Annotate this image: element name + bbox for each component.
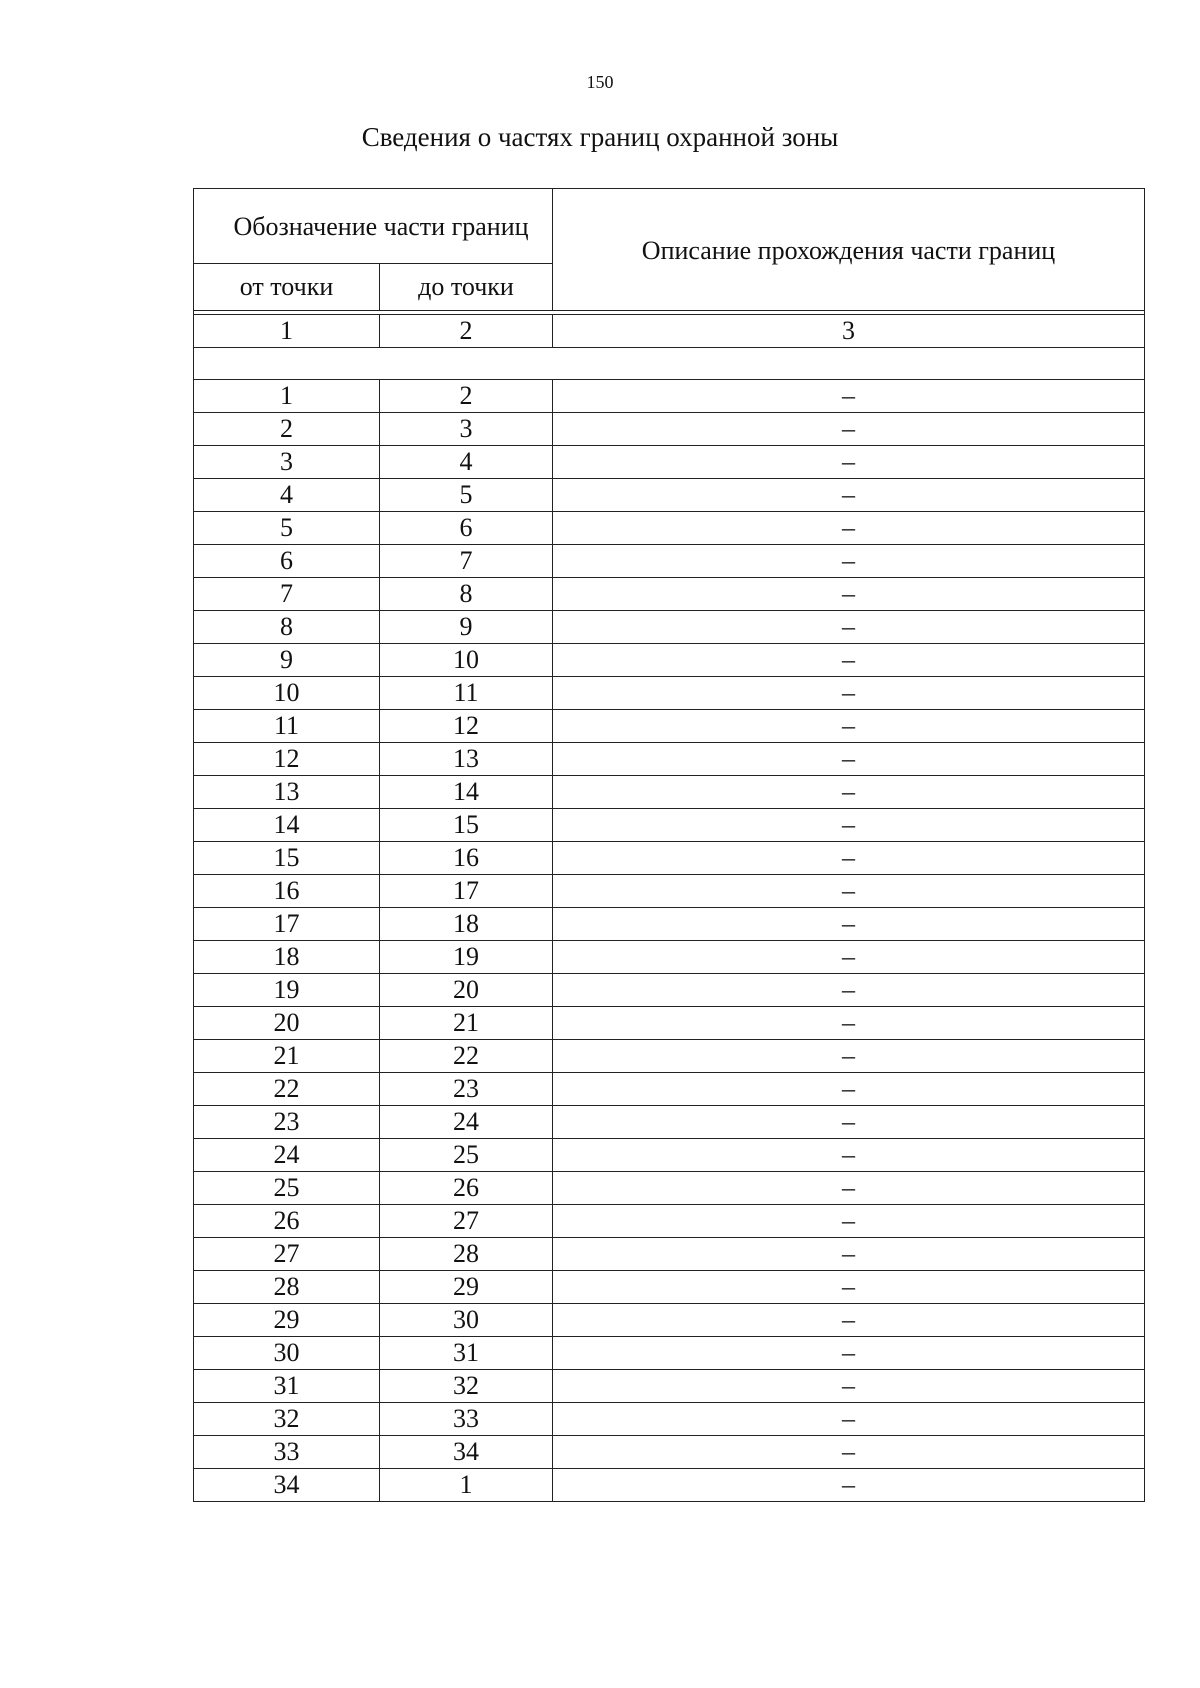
to-point-cell: 30	[380, 1304, 553, 1337]
to-point-cell: 24	[380, 1106, 553, 1139]
description-cell: –	[553, 710, 1145, 743]
header-boundary-designation: Обозначение части границ	[194, 189, 553, 264]
from-point-cell: 4	[194, 479, 380, 512]
to-point-cell: 27	[380, 1205, 553, 1238]
table-row	[194, 1106, 1145, 1139]
from-point-cell: 15	[194, 842, 380, 875]
table-row	[194, 1172, 1145, 1205]
from-point-cell: 8	[194, 611, 380, 644]
from-point-cell: 11	[194, 710, 380, 743]
to-point-cell: 9	[380, 611, 553, 644]
description-cell: –	[553, 1370, 1145, 1403]
description-cell: –	[553, 1205, 1145, 1238]
description-cell: –	[553, 512, 1145, 545]
to-point-cell: 11	[380, 677, 553, 710]
description-cell: –	[553, 1007, 1145, 1040]
column-number-row	[194, 315, 1145, 348]
description-cell: –	[553, 545, 1145, 578]
to-point-cell: 28	[380, 1238, 553, 1271]
table-row	[194, 545, 1145, 578]
from-point-cell: 31	[194, 1370, 380, 1403]
to-point-cell: 10	[380, 644, 553, 677]
from-point-cell: 26	[194, 1205, 380, 1238]
description-cell: –	[553, 479, 1145, 512]
to-point-cell: 7	[380, 545, 553, 578]
to-point-cell: 5	[380, 479, 553, 512]
table-row	[194, 743, 1145, 776]
page-number: 150	[586, 72, 614, 92]
from-point-cell: 17	[194, 908, 380, 941]
description-cell: –	[553, 908, 1145, 941]
table-row	[194, 1403, 1145, 1436]
from-point-cell: 5	[194, 512, 380, 545]
table-row	[194, 1469, 1145, 1502]
table-row	[194, 512, 1145, 545]
from-point-cell: 2	[194, 413, 380, 446]
table-row	[194, 1040, 1145, 1073]
description-cell: –	[553, 809, 1145, 842]
description-cell: –	[553, 380, 1145, 413]
boundary-parts-table	[193, 188, 1145, 1502]
to-point-cell: 22	[380, 1040, 553, 1073]
table-row	[194, 611, 1145, 644]
description-cell: –	[553, 941, 1145, 974]
to-point-cell: 8	[380, 578, 553, 611]
from-point-cell: 32	[194, 1403, 380, 1436]
description-cell: –	[553, 743, 1145, 776]
from-point-cell: 29	[194, 1304, 380, 1337]
table-row	[194, 842, 1145, 875]
from-point-cell: 3	[194, 446, 380, 479]
table-row	[194, 677, 1145, 710]
from-point-cell: 6	[194, 545, 380, 578]
to-point-cell: 33	[380, 1403, 553, 1436]
description-cell: –	[553, 1139, 1145, 1172]
section-row	[194, 348, 1145, 380]
from-point-cell: 34	[194, 1469, 380, 1502]
to-point-cell: 25	[380, 1139, 553, 1172]
description-cell: –	[553, 842, 1145, 875]
from-point-cell: 12	[194, 743, 380, 776]
from-point-cell: 20	[194, 1007, 380, 1040]
table-row	[194, 1139, 1145, 1172]
table-row	[194, 413, 1145, 446]
table-row	[194, 1073, 1145, 1106]
section-label	[194, 348, 1145, 380]
to-point-cell: 21	[380, 1007, 553, 1040]
to-point-cell: 18	[380, 908, 553, 941]
to-point-cell: 3	[380, 413, 553, 446]
header-boundary-description: Описание прохождения части границ	[553, 189, 1145, 311]
from-point-cell: 19	[194, 974, 380, 1007]
from-point-cell: 23	[194, 1106, 380, 1139]
description-cell: –	[553, 1469, 1145, 1502]
to-point-cell: 32	[380, 1370, 553, 1403]
description-cell: –	[553, 1271, 1145, 1304]
column-number-3: 3	[553, 315, 1145, 348]
description-cell: –	[553, 578, 1145, 611]
from-point-cell: 14	[194, 809, 380, 842]
to-point-cell: 23	[380, 1073, 553, 1106]
from-point-cell: 16	[194, 875, 380, 908]
header-to-point: до точки	[380, 263, 553, 310]
description-cell: –	[553, 1106, 1145, 1139]
from-point-cell: 9	[194, 644, 380, 677]
to-point-cell: 1	[380, 1469, 553, 1502]
to-point-cell: 17	[380, 875, 553, 908]
description-cell: –	[553, 446, 1145, 479]
description-cell: –	[553, 974, 1145, 1007]
from-point-cell: 28	[194, 1271, 380, 1304]
from-point-cell: 7	[194, 578, 380, 611]
description-cell: –	[553, 1436, 1145, 1469]
column-number-1: 1	[194, 315, 380, 348]
table-row	[194, 1337, 1145, 1370]
table-row	[194, 479, 1145, 512]
table-row	[194, 776, 1145, 809]
description-cell: –	[553, 1304, 1145, 1337]
table-row	[194, 809, 1145, 842]
description-cell: –	[553, 413, 1145, 446]
table-row	[194, 1271, 1145, 1304]
table-row	[194, 974, 1145, 1007]
table-row	[194, 1304, 1145, 1337]
from-point-cell: 1	[194, 380, 380, 413]
from-point-cell: 33	[194, 1436, 380, 1469]
description-cell: –	[553, 1403, 1145, 1436]
to-point-cell: 19	[380, 941, 553, 974]
table-row	[194, 1007, 1145, 1040]
header-from-point: от точки	[194, 263, 380, 310]
description-cell: –	[553, 644, 1145, 677]
to-point-cell: 29	[380, 1271, 553, 1304]
to-point-cell: 6	[380, 512, 553, 545]
from-point-cell: 24	[194, 1139, 380, 1172]
header-row	[194, 189, 1145, 264]
to-point-cell: 34	[380, 1436, 553, 1469]
table-row	[194, 380, 1145, 413]
description-cell: –	[553, 1337, 1145, 1370]
table-row	[194, 578, 1145, 611]
table-row	[194, 644, 1145, 677]
table-row	[194, 1436, 1145, 1469]
from-point-cell: 22	[194, 1073, 380, 1106]
table-row	[194, 941, 1145, 974]
to-point-cell: 16	[380, 842, 553, 875]
description-cell: –	[553, 1040, 1145, 1073]
to-point-cell: 13	[380, 743, 553, 776]
table-row	[194, 710, 1145, 743]
table-row	[194, 908, 1145, 941]
to-point-cell: 26	[380, 1172, 553, 1205]
table-row	[194, 875, 1145, 908]
to-point-cell: 2	[380, 380, 553, 413]
table-row	[194, 446, 1145, 479]
table-row	[194, 1205, 1145, 1238]
from-point-cell: 30	[194, 1337, 380, 1370]
description-cell: –	[553, 776, 1145, 809]
from-point-cell: 21	[194, 1040, 380, 1073]
to-point-cell: 20	[380, 974, 553, 1007]
to-point-cell: 14	[380, 776, 553, 809]
description-cell: –	[553, 875, 1145, 908]
from-point-cell: 18	[194, 941, 380, 974]
description-cell: –	[553, 1238, 1145, 1271]
document-title: Сведения о частях границ охранной зоны	[361, 122, 839, 152]
to-point-cell: 12	[380, 710, 553, 743]
column-number-2: 2	[380, 315, 553, 348]
from-point-cell: 27	[194, 1238, 380, 1271]
from-point-cell: 10	[194, 677, 380, 710]
from-point-cell: 25	[194, 1172, 380, 1205]
to-point-cell: 4	[380, 446, 553, 479]
from-point-cell: 13	[194, 776, 380, 809]
description-cell: –	[553, 1073, 1145, 1106]
description-cell: –	[553, 1172, 1145, 1205]
table-row	[194, 1370, 1145, 1403]
to-point-cell: 31	[380, 1337, 553, 1370]
to-point-cell: 15	[380, 809, 553, 842]
description-cell: –	[553, 677, 1145, 710]
description-cell: –	[553, 611, 1145, 644]
table-row	[194, 1238, 1145, 1271]
